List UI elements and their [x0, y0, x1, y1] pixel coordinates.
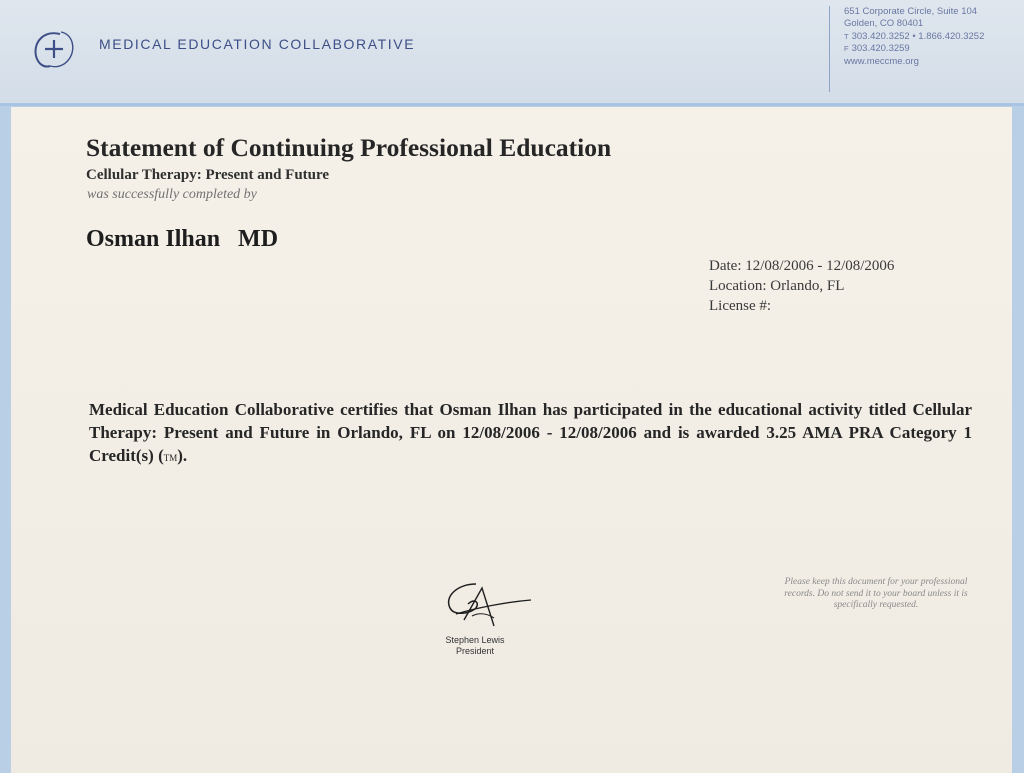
fax-number: 303.420.3259: [851, 43, 910, 55]
letterhead: [0, 0, 1024, 106]
contact-block: [829, 6, 984, 92]
certification-statement: [89, 398, 972, 470]
fax-prefix: F: [844, 44, 849, 54]
license-number: License #:: [709, 298, 772, 314]
address-line-2: Golden, CO 80401: [844, 18, 924, 30]
statement-text: Medical Education Collaborative certifies that Osman Ilhan has participated in the educational activity titled Cellular Therapy: Present and Future in Orlando, FL on 12/08/2006 - 12/08/2006 and is awarded 3.25 AMA PRA Category 1 Credit(s) (: [89, 400, 972, 465]
course-title: Cellular Therapy: Present and Future: [86, 167, 330, 183]
certificate-title: Statement of Continuing Professional Education: [86, 133, 612, 162]
records-note: Please keep this document for your professional records. Do not send it to your board unless it is specifically requested.: [784, 577, 968, 610]
fax-line: [844, 43, 984, 55]
phone-line: [844, 31, 984, 43]
address-line-1: 651 Corporate Circle, Suite 104: [844, 6, 978, 17]
activity-location: Location: Orlando, FL: [709, 278, 845, 294]
cross-swirl-logo-icon: [30, 28, 78, 72]
trademark-mark: TM: [163, 453, 178, 463]
phone-number: 303.420.3252 • 1.866.420.3252: [851, 30, 985, 42]
signer-name: Stephen Lewis: [445, 635, 505, 645]
recipient-name: Osman Ilhan MD: [86, 226, 279, 252]
signer-title: President: [455, 646, 495, 656]
activity-details: [709, 256, 894, 316]
statement-end: ).: [177, 446, 188, 465]
signer-block: [425, 635, 525, 657]
phone-prefix: T: [844, 31, 849, 41]
signature-icon: [436, 578, 536, 634]
organization-name: MEDICAL EDUCATION COLLABORATIVE: [99, 36, 416, 52]
completed-by-text: was successfully completed by: [87, 187, 257, 202]
website-link[interactable]: www.meccme.org: [844, 55, 919, 67]
activity-date: Date: 12/08/2006 - 12/08/2006: [709, 258, 895, 274]
